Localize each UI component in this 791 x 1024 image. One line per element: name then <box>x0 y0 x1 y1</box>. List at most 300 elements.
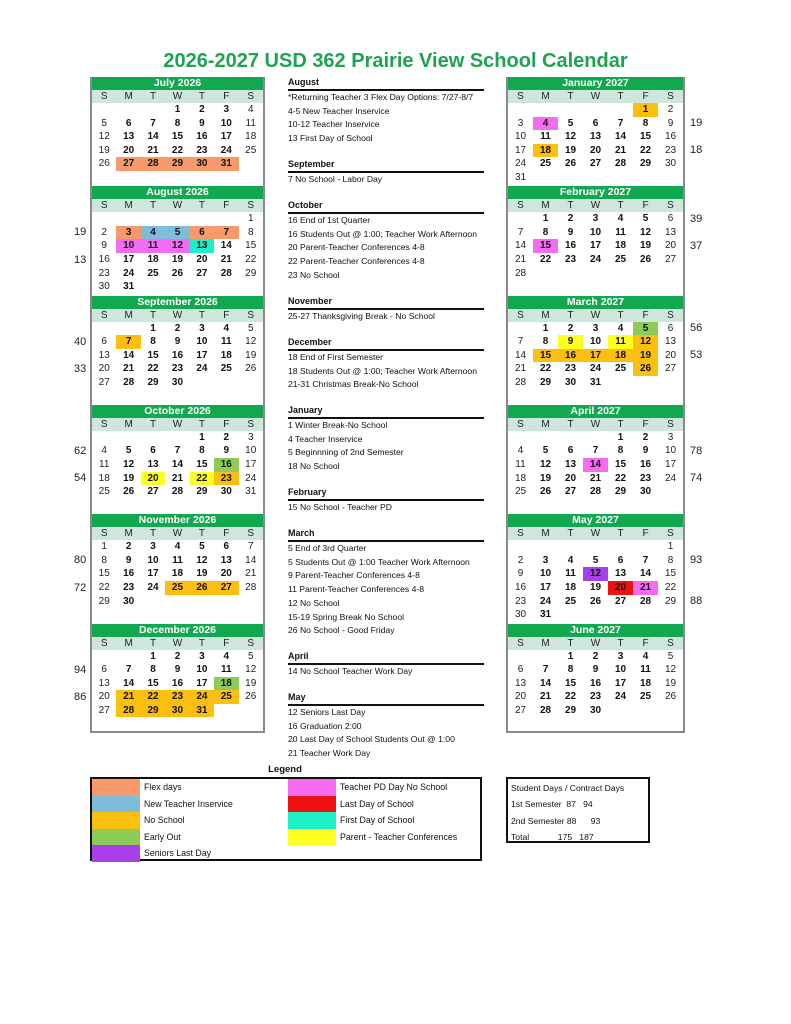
day-cell: 20 <box>514 691 527 703</box>
weekday-label: M <box>541 528 550 540</box>
day-cell <box>116 650 140 664</box>
day-cell: 10 <box>147 554 159 566</box>
day-cell: 2 <box>125 541 132 553</box>
day-cell <box>558 103 583 117</box>
day-cell: 13 <box>564 459 577 471</box>
day-cell: 3 <box>199 322 205 334</box>
legend-label: New Teacher Inservice <box>144 798 233 809</box>
legend-swatch <box>92 796 140 813</box>
day-cell <box>190 608 214 622</box>
day-cell <box>633 267 658 281</box>
note-item: 5 Beginnning of 2nd Semester <box>288 447 404 458</box>
day-cell: 15 <box>533 349 558 363</box>
day-cell: 13 <box>589 131 602 143</box>
day-cell <box>165 717 189 731</box>
day-cell: 16 <box>171 677 184 689</box>
weekday-label: T <box>198 637 205 649</box>
day-cell <box>558 171 583 185</box>
week-row <box>508 472 683 486</box>
notes-month-heading: January <box>288 405 484 419</box>
weekday-label: T <box>150 637 157 649</box>
day-cell: 24 <box>190 690 214 704</box>
weekday-label: S <box>667 637 674 649</box>
day-cell: 11 <box>141 239 165 253</box>
day-cell: 29 <box>98 595 110 607</box>
day-cell: 25 <box>514 486 527 498</box>
day-count-label: 56 <box>690 322 703 335</box>
weekday-label: W <box>172 528 183 540</box>
day-cell: 30 <box>589 704 602 716</box>
day-cell <box>533 103 558 117</box>
week-row <box>92 472 263 486</box>
day-cell: 12 <box>245 336 257 348</box>
weekday-label: T <box>617 418 624 430</box>
day-cell: 15 <box>98 568 110 580</box>
week-row <box>92 117 263 131</box>
month-block <box>92 77 263 185</box>
day-cell: 11 <box>515 459 526 471</box>
month-block <box>92 405 263 513</box>
day-cell <box>92 212 116 226</box>
day-cell <box>508 212 533 226</box>
day-cell: 23 <box>165 690 189 704</box>
day-cell: 15 <box>614 459 627 471</box>
day-cell: 7 <box>214 226 238 240</box>
notes-month-heading: September <box>288 159 484 173</box>
day-cell: 6 <box>667 322 674 334</box>
legend-label: Teacher PD Day No School <box>340 782 448 793</box>
day-cell: 6 <box>101 336 107 348</box>
day-cell: 23 <box>98 267 110 279</box>
weekday-label: S <box>667 91 674 102</box>
stats-sem2: 2nd Semester 88 93 <box>511 815 601 826</box>
week-row <box>508 376 683 390</box>
day-cell: 18 <box>564 581 577 593</box>
day-count-label: 93 <box>690 554 703 567</box>
day-cell: 5 <box>199 541 205 553</box>
day-cell <box>608 390 633 404</box>
month-header: January 2027 <box>508 77 683 90</box>
day-count-label: 37 <box>690 240 703 252</box>
day-cell <box>583 103 608 117</box>
day-cell: 4 <box>223 650 230 662</box>
day-cell: 1 <box>174 104 181 115</box>
day-cell: 26 <box>539 486 552 498</box>
day-cell <box>508 540 533 554</box>
month-header: September 2026 <box>92 296 263 309</box>
day-cell: 27 <box>664 254 677 266</box>
weekday-label: T <box>567 637 574 649</box>
week-row <box>508 144 683 158</box>
week-row <box>92 103 263 117</box>
day-cell: 7 <box>174 445 181 457</box>
week-row <box>92 663 263 677</box>
day-cell: 11 <box>565 568 576 580</box>
day-cell <box>658 267 683 281</box>
day-cell <box>533 171 558 185</box>
day-cell <box>608 608 633 622</box>
day-cell: 10 <box>245 445 257 457</box>
day-cell: 3 <box>116 226 140 240</box>
note-item: 4-5 New Teacher Inservice <box>288 105 390 116</box>
week-row <box>92 444 263 458</box>
day-cell: 4 <box>141 226 165 240</box>
weekday-label: M <box>541 418 550 430</box>
notes-month-heading: February <box>288 487 484 501</box>
day-cell <box>633 704 658 718</box>
day-cell: 14 <box>147 131 159 143</box>
day-cell: 19 <box>245 677 257 689</box>
weekday-label: S <box>247 637 255 649</box>
day-cell: 22 <box>564 691 577 703</box>
day-cell <box>165 595 189 609</box>
day-cell: 8 <box>199 445 205 457</box>
day-cell <box>658 704 683 718</box>
week-row <box>92 581 263 595</box>
month-block <box>92 186 263 294</box>
day-cell <box>508 431 533 445</box>
weekday-header-row <box>508 527 683 540</box>
day-cell: 8 <box>542 226 549 238</box>
day-cell <box>165 499 189 513</box>
day-count-label: 88 <box>690 595 703 608</box>
day-cell: 7 <box>517 336 524 348</box>
week-row <box>92 717 263 731</box>
weekday-label: T <box>150 309 157 321</box>
day-cell <box>583 540 608 554</box>
legend-title: Legend <box>268 764 302 775</box>
day-cell: 17 <box>589 240 602 252</box>
day-cell: 18 <box>220 349 232 361</box>
week-row <box>508 212 683 226</box>
day-cell: 17 <box>196 677 208 689</box>
weekday-label: S <box>517 200 524 212</box>
weekday-label: S <box>100 528 108 540</box>
day-cell: 2 <box>174 650 181 662</box>
day-cell <box>92 717 116 731</box>
note-item: 4 Teacher Inservice <box>288 433 363 444</box>
day-cell <box>214 376 238 390</box>
day-cell <box>141 499 165 513</box>
day-cell: 18 <box>608 349 633 363</box>
day-cell: 30 <box>98 281 110 293</box>
day-cell: 12 <box>98 131 110 143</box>
week-row <box>508 595 683 609</box>
day-cell <box>533 650 558 664</box>
weekday-label: F <box>223 418 230 430</box>
week-row <box>92 335 263 349</box>
day-cell: 6 <box>517 664 524 676</box>
weekday-label: S <box>247 200 255 212</box>
note-item: 16 End of 1st Quarter <box>288 215 371 225</box>
month-header: June 2027 <box>508 624 683 637</box>
day-cell <box>190 376 214 390</box>
day-cell: 3 <box>592 213 599 225</box>
day-cell: 17 <box>245 459 257 471</box>
day-cell: 14 <box>514 240 527 252</box>
day-cell <box>116 431 140 445</box>
day-cell: 29 <box>165 157 189 171</box>
notes-month-heading: April <box>288 651 484 665</box>
weekday-header-row <box>508 418 683 431</box>
day-cell: 27 <box>589 158 602 170</box>
day-cell: 17 <box>514 144 527 156</box>
week-row <box>508 335 683 349</box>
day-cell: 10 <box>196 664 208 676</box>
day-cell: 30 <box>165 704 189 718</box>
day-cell: 1 <box>150 322 156 334</box>
day-cell: 1 <box>150 650 156 662</box>
day-cell: 22 <box>539 363 552 375</box>
weekday-label: F <box>642 309 649 321</box>
day-cell: 21 <box>633 581 658 595</box>
week-row <box>508 650 683 664</box>
day-cell: 5 <box>592 554 599 566</box>
day-cell <box>239 171 263 185</box>
day-count-label: 54 <box>74 472 87 485</box>
day-cell: 25 <box>220 363 232 375</box>
day-cell: 31 <box>514 171 527 183</box>
day-cell <box>633 499 658 513</box>
weekday-label: T <box>617 91 624 102</box>
legend-label: Flex days <box>144 782 182 793</box>
day-cell: 9 <box>558 335 583 349</box>
note-item: 12 Seniors Last Day <box>288 707 366 717</box>
day-cell: 7 <box>125 664 132 676</box>
weekday-label: W <box>172 418 183 430</box>
legend-item <box>288 812 414 829</box>
day-cell <box>190 499 214 513</box>
notes-month-heading: October <box>288 200 484 214</box>
week-row <box>92 226 263 240</box>
weekday-label: F <box>223 637 230 649</box>
weekday-label: S <box>100 637 108 649</box>
day-cell: 10 <box>220 117 232 129</box>
day-cell: 24 <box>245 472 257 484</box>
day-cell: 12 <box>196 554 208 566</box>
day-cell <box>608 499 633 513</box>
month-header: May 2027 <box>508 514 683 527</box>
day-cell: 20 <box>564 472 577 484</box>
day-count-label: 86 <box>74 690 87 703</box>
day-cell <box>165 212 189 226</box>
day-cell <box>92 431 116 445</box>
legend-swatch <box>92 779 140 796</box>
day-cell: 25 <box>147 267 159 279</box>
note-item: *Returning Teacher 3 Flex Day Options: 7/27-8/7 <box>288 92 474 102</box>
day-cell: 6 <box>125 117 132 129</box>
legend-item <box>92 829 181 846</box>
day-cell: 18 <box>147 254 159 266</box>
day-cell: 14 <box>123 349 135 361</box>
week-row <box>92 458 263 472</box>
weekday-label: T <box>567 200 574 212</box>
week-row <box>508 130 683 144</box>
day-cell: 8 <box>667 554 674 566</box>
weekday-label: T <box>617 309 624 321</box>
day-cell: 17 <box>196 349 208 361</box>
day-cell: 31 <box>245 486 257 498</box>
note-item: 18 No School <box>288 461 340 472</box>
weekday-label: S <box>517 309 524 321</box>
day-cell <box>239 717 263 731</box>
note-item: 12 No School <box>288 597 340 608</box>
day-cell <box>190 171 214 185</box>
day-cell <box>658 280 683 294</box>
day-cell: 21 <box>123 363 135 375</box>
day-cell: 23 <box>639 472 652 484</box>
day-cell: 6 <box>592 117 599 129</box>
day-cell: 27 <box>147 486 159 498</box>
day-cell <box>141 431 165 445</box>
day-cell: 26 <box>171 267 184 279</box>
day-cell <box>116 499 140 513</box>
day-cell: 26 <box>639 254 652 266</box>
day-cell: 26 <box>633 362 658 376</box>
weekday-label: T <box>198 418 205 430</box>
week-row <box>508 677 683 691</box>
day-cell: 26 <box>190 581 214 595</box>
day-cell: 28 <box>639 595 652 607</box>
day-cell: 15 <box>533 239 558 253</box>
weekday-label: F <box>642 637 649 649</box>
note-item: 10-12 Teacher Inservice <box>288 119 380 130</box>
day-cell <box>633 540 658 554</box>
note-item: 15-19 Spring Break No School <box>288 611 405 622</box>
notes-month-heading: December <box>288 337 484 351</box>
day-cell <box>533 540 558 554</box>
day-cell: 13 <box>664 226 677 238</box>
day-cell: 2 <box>667 104 674 115</box>
day-cell: 1 <box>542 322 549 334</box>
day-cell: 25 <box>614 254 627 266</box>
weekday-label: S <box>100 309 108 321</box>
day-cell <box>214 280 238 294</box>
day-cell: 11 <box>608 335 633 349</box>
day-cell <box>116 390 140 404</box>
day-cell <box>608 376 633 390</box>
week-row <box>92 362 263 376</box>
day-cell: 9 <box>199 117 205 129</box>
day-count-label: 62 <box>74 445 87 457</box>
day-cell: 25 <box>539 158 552 170</box>
day-cell: 30 <box>123 595 135 607</box>
weekday-label: S <box>667 418 674 430</box>
week-row <box>92 212 263 226</box>
day-cell: 14 <box>220 240 232 252</box>
notes-section <box>288 296 484 324</box>
weekday-header-row <box>92 418 263 431</box>
day-cell: 3 <box>592 322 599 334</box>
weekday-label: F <box>642 200 649 212</box>
day-cell <box>658 485 683 499</box>
legend-label: Parent - Teacher Conferences <box>340 831 458 842</box>
day-cell <box>608 540 633 554</box>
month-header: February 2027 <box>508 186 683 199</box>
day-count-label: 74 <box>690 472 703 485</box>
weekday-label: F <box>223 309 230 321</box>
day-cell: 1 <box>567 650 574 662</box>
day-cell <box>608 267 633 281</box>
day-cell: 9 <box>125 554 132 566</box>
weekday-label: T <box>150 200 157 212</box>
day-cell <box>214 717 238 731</box>
day-cell <box>190 595 214 609</box>
day-cell <box>92 650 116 664</box>
day-cell: 7 <box>150 117 156 129</box>
day-cell: 19 <box>245 349 257 361</box>
day-cell <box>92 322 116 336</box>
day-cell: 28 <box>514 376 527 388</box>
day-cell: 4 <box>642 650 649 662</box>
day-cell: 6 <box>101 664 107 676</box>
day-cell: 16 <box>214 458 238 472</box>
day-cell: 22 <box>664 581 677 593</box>
note-item: 22 Parent-Teacher Conferences 4-8 <box>288 256 425 267</box>
day-cell: 29 <box>564 704 577 716</box>
day-cell: 20 <box>664 240 677 252</box>
day-cell <box>508 499 533 513</box>
day-cell: 14 <box>539 677 552 689</box>
day-cell: 24 <box>514 158 527 170</box>
week-row <box>508 554 683 568</box>
weekday-label: W <box>590 418 601 430</box>
note-item: 23 No School <box>288 269 340 280</box>
day-cell: 6 <box>190 226 214 240</box>
week-row <box>508 717 683 731</box>
day-cell <box>608 171 633 185</box>
week-row <box>508 499 683 513</box>
day-cell <box>558 431 583 445</box>
day-cell: 4 <box>617 213 624 225</box>
day-cell: 2 <box>101 226 107 238</box>
day-cell: 5 <box>667 650 674 662</box>
day-cell: 12 <box>664 664 677 676</box>
day-cell: 15 <box>664 568 677 580</box>
week-row <box>92 239 263 253</box>
day-cell: 5 <box>247 322 254 334</box>
weekday-header-row <box>92 527 263 540</box>
day-cell <box>658 608 683 622</box>
day-cell <box>508 717 533 731</box>
day-count-label: 39 <box>690 212 703 225</box>
day-cell: 2 <box>567 213 574 225</box>
month-block <box>508 514 683 622</box>
day-cell: 13 <box>147 459 159 471</box>
weekday-label: T <box>617 528 624 540</box>
day-cell: 10 <box>589 336 602 348</box>
note-item: 16 Students Out @ 1:00; Teacher Work Afternoon <box>288 228 477 239</box>
weekday-label: T <box>567 418 574 430</box>
stats-header: Student Days / Contract Days <box>511 783 625 793</box>
day-cell: 17 <box>664 459 677 471</box>
day-cell: 29 <box>245 267 257 279</box>
day-cell: 20 <box>98 363 110 375</box>
day-cell: 13 <box>123 131 135 143</box>
day-cell <box>508 322 533 336</box>
day-cell: 2 <box>567 322 574 334</box>
day-cell: 14 <box>123 677 135 689</box>
day-cell: 11 <box>245 117 256 129</box>
day-cell: 19 <box>639 240 652 252</box>
week-row <box>508 540 683 554</box>
day-cell: 28 <box>589 486 602 498</box>
day-cell <box>583 499 608 513</box>
day-cell: 23 <box>589 691 602 703</box>
week-row <box>92 704 263 718</box>
weekday-label: T <box>567 528 574 540</box>
day-cell: 15 <box>171 131 184 143</box>
